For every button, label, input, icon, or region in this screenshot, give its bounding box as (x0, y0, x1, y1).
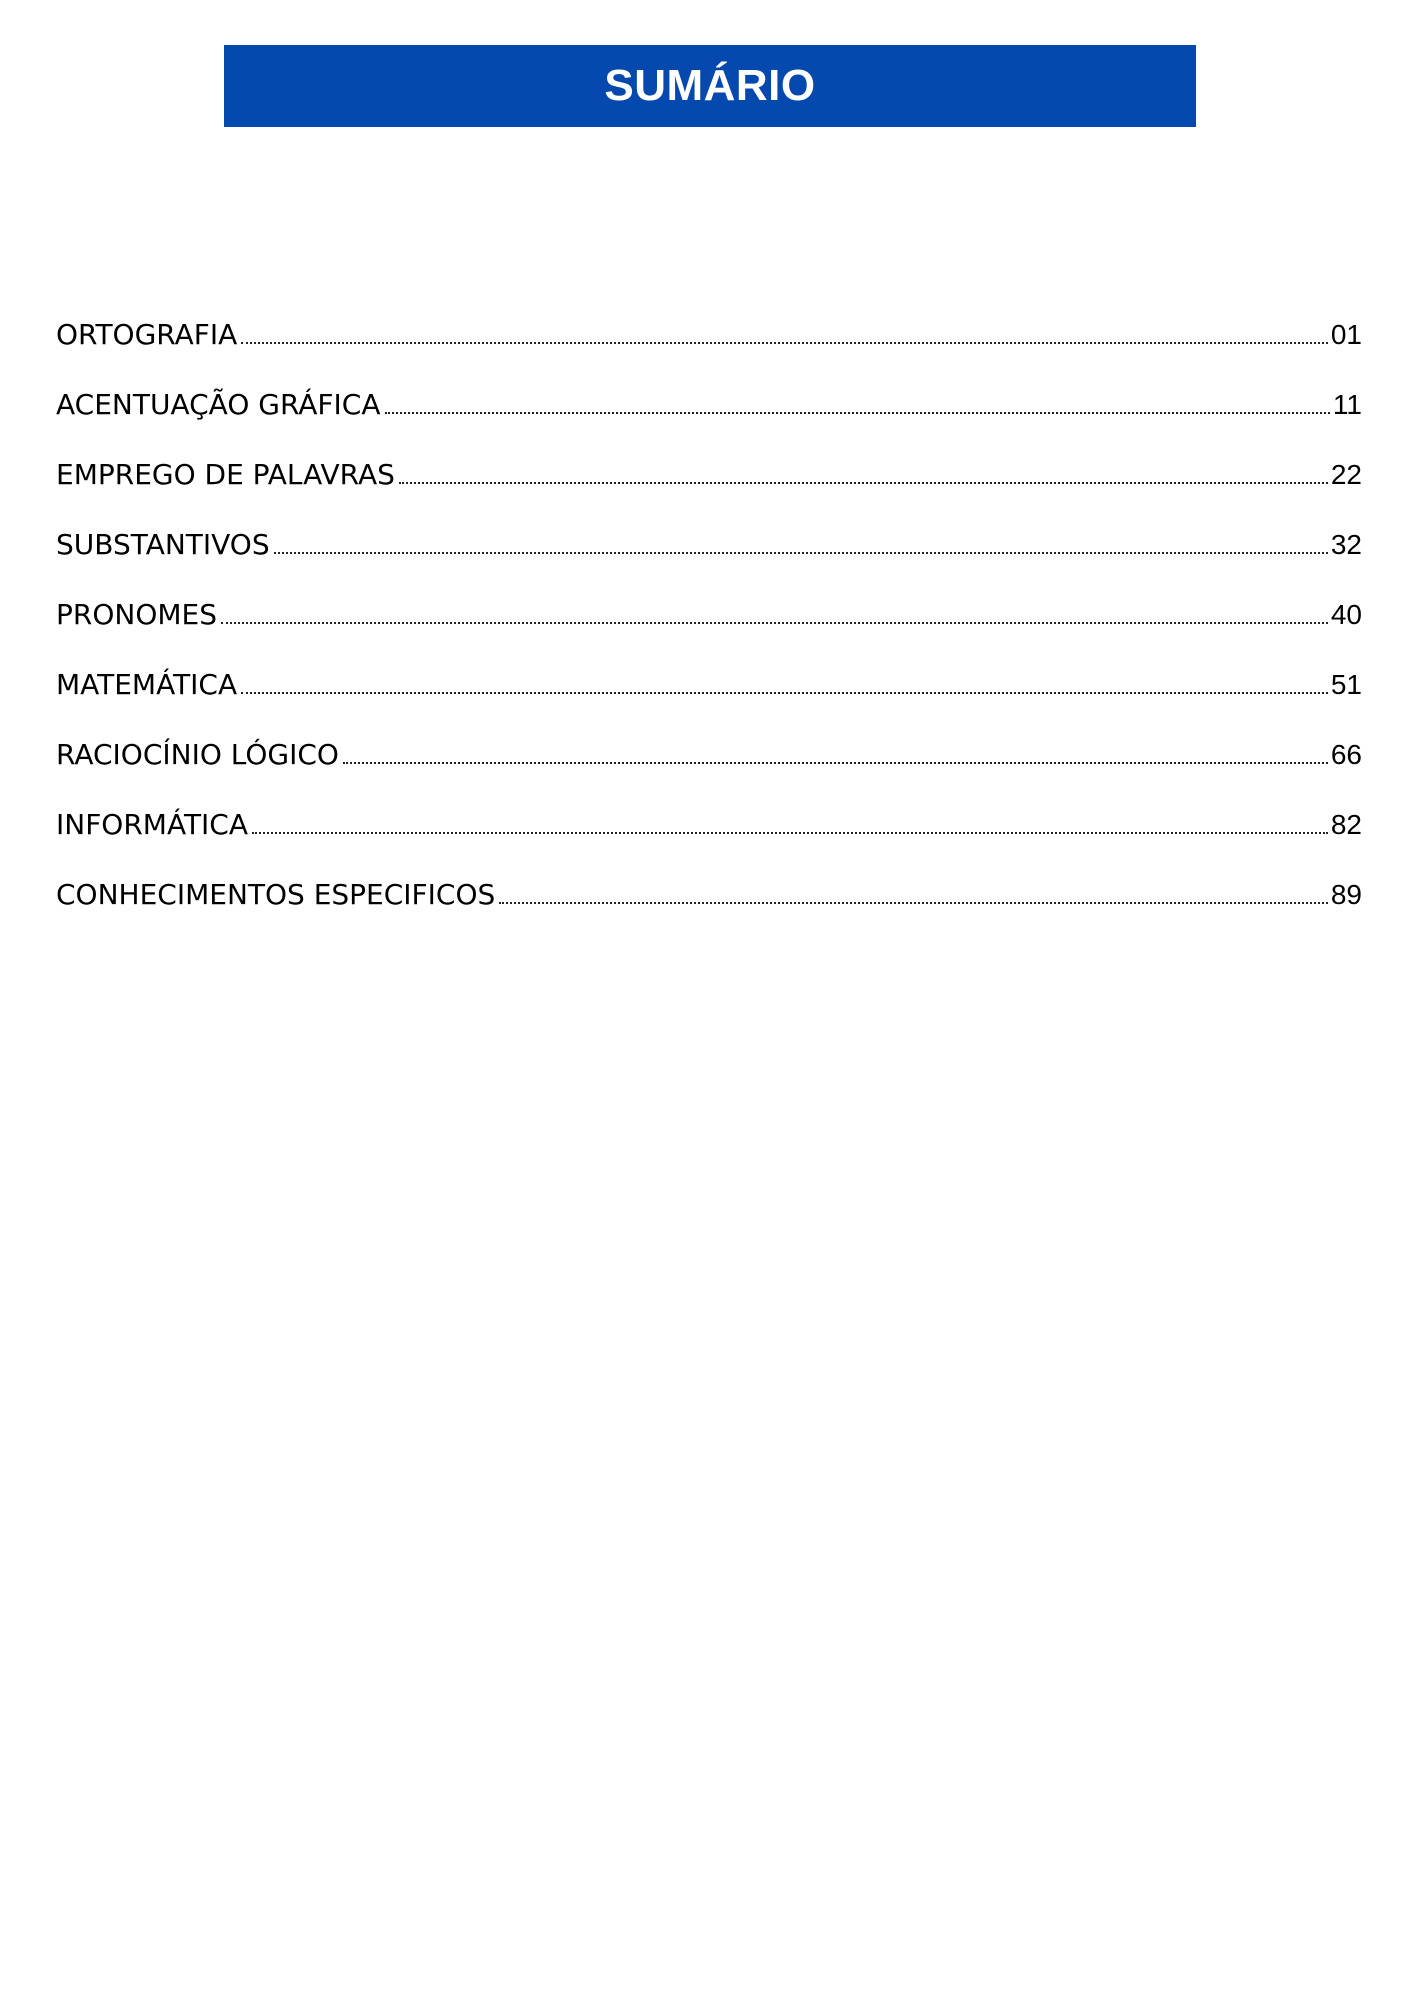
toc-entry-label: INFORMÁTICA (56, 808, 249, 841)
toc-entry-conhecimentos-especificos[interactable] (56, 842, 1362, 912)
dot-leader (241, 342, 1328, 344)
dot-leader (221, 622, 1328, 624)
toc-entry-label: CONHECIMENTOS ESPECIFICOS (56, 878, 496, 911)
toc-entry-page-number: 89 (1330, 879, 1362, 910)
toc-entry-page-number: 22 (1330, 459, 1362, 490)
toc-entry-matematica[interactable] (56, 632, 1362, 702)
toc-entry-page-number: 40 (1330, 599, 1362, 630)
toc-entry-label: PRONOMES (56, 598, 217, 631)
table-of-contents (56, 282, 1362, 912)
toc-entry-page-number: 82 (1330, 809, 1362, 840)
dot-leader (274, 552, 1328, 554)
dot-leader (399, 482, 1328, 484)
toc-entry-raciocinio-logico[interactable] (56, 702, 1362, 772)
toc-entry-label: SUBSTANTIVOS (56, 528, 270, 561)
toc-entry-label: MATEMÁTICA (56, 668, 238, 701)
toc-entry-substantivos[interactable] (56, 492, 1362, 562)
dot-leader (241, 692, 1328, 694)
toc-entry-label: RACIOCÍNIO LÓGICO (56, 738, 339, 771)
toc-entry-page-number: 32 (1330, 529, 1362, 560)
toc-entry-ortografia[interactable] (56, 282, 1362, 352)
toc-entry-page-number: 66 (1330, 739, 1362, 770)
dot-leader (343, 762, 1328, 764)
toc-entry-label: ACENTUAÇÃO GRÁFICA (56, 388, 381, 421)
dot-leader (252, 832, 1328, 834)
dot-leader (385, 412, 1330, 414)
toc-entry-label: EMPREGO DE PALAVRAS (56, 458, 395, 491)
toc-entry-page-number: 01 (1330, 319, 1362, 350)
page-title: SUMÁRIO (604, 61, 816, 110)
toc-entry-pronomes[interactable] (56, 562, 1362, 632)
toc-entry-acentuacao-grafica[interactable] (56, 352, 1362, 422)
title-banner (224, 45, 1196, 127)
dot-leader (499, 902, 1328, 904)
toc-entry-emprego-de-palavras[interactable] (56, 422, 1362, 492)
toc-entry-page-number: 51 (1330, 669, 1362, 700)
toc-entry-informatica[interactable] (56, 772, 1362, 842)
toc-entry-label: ORTOGRAFIA (56, 318, 238, 351)
toc-entry-page-number: 11 (1332, 389, 1362, 420)
